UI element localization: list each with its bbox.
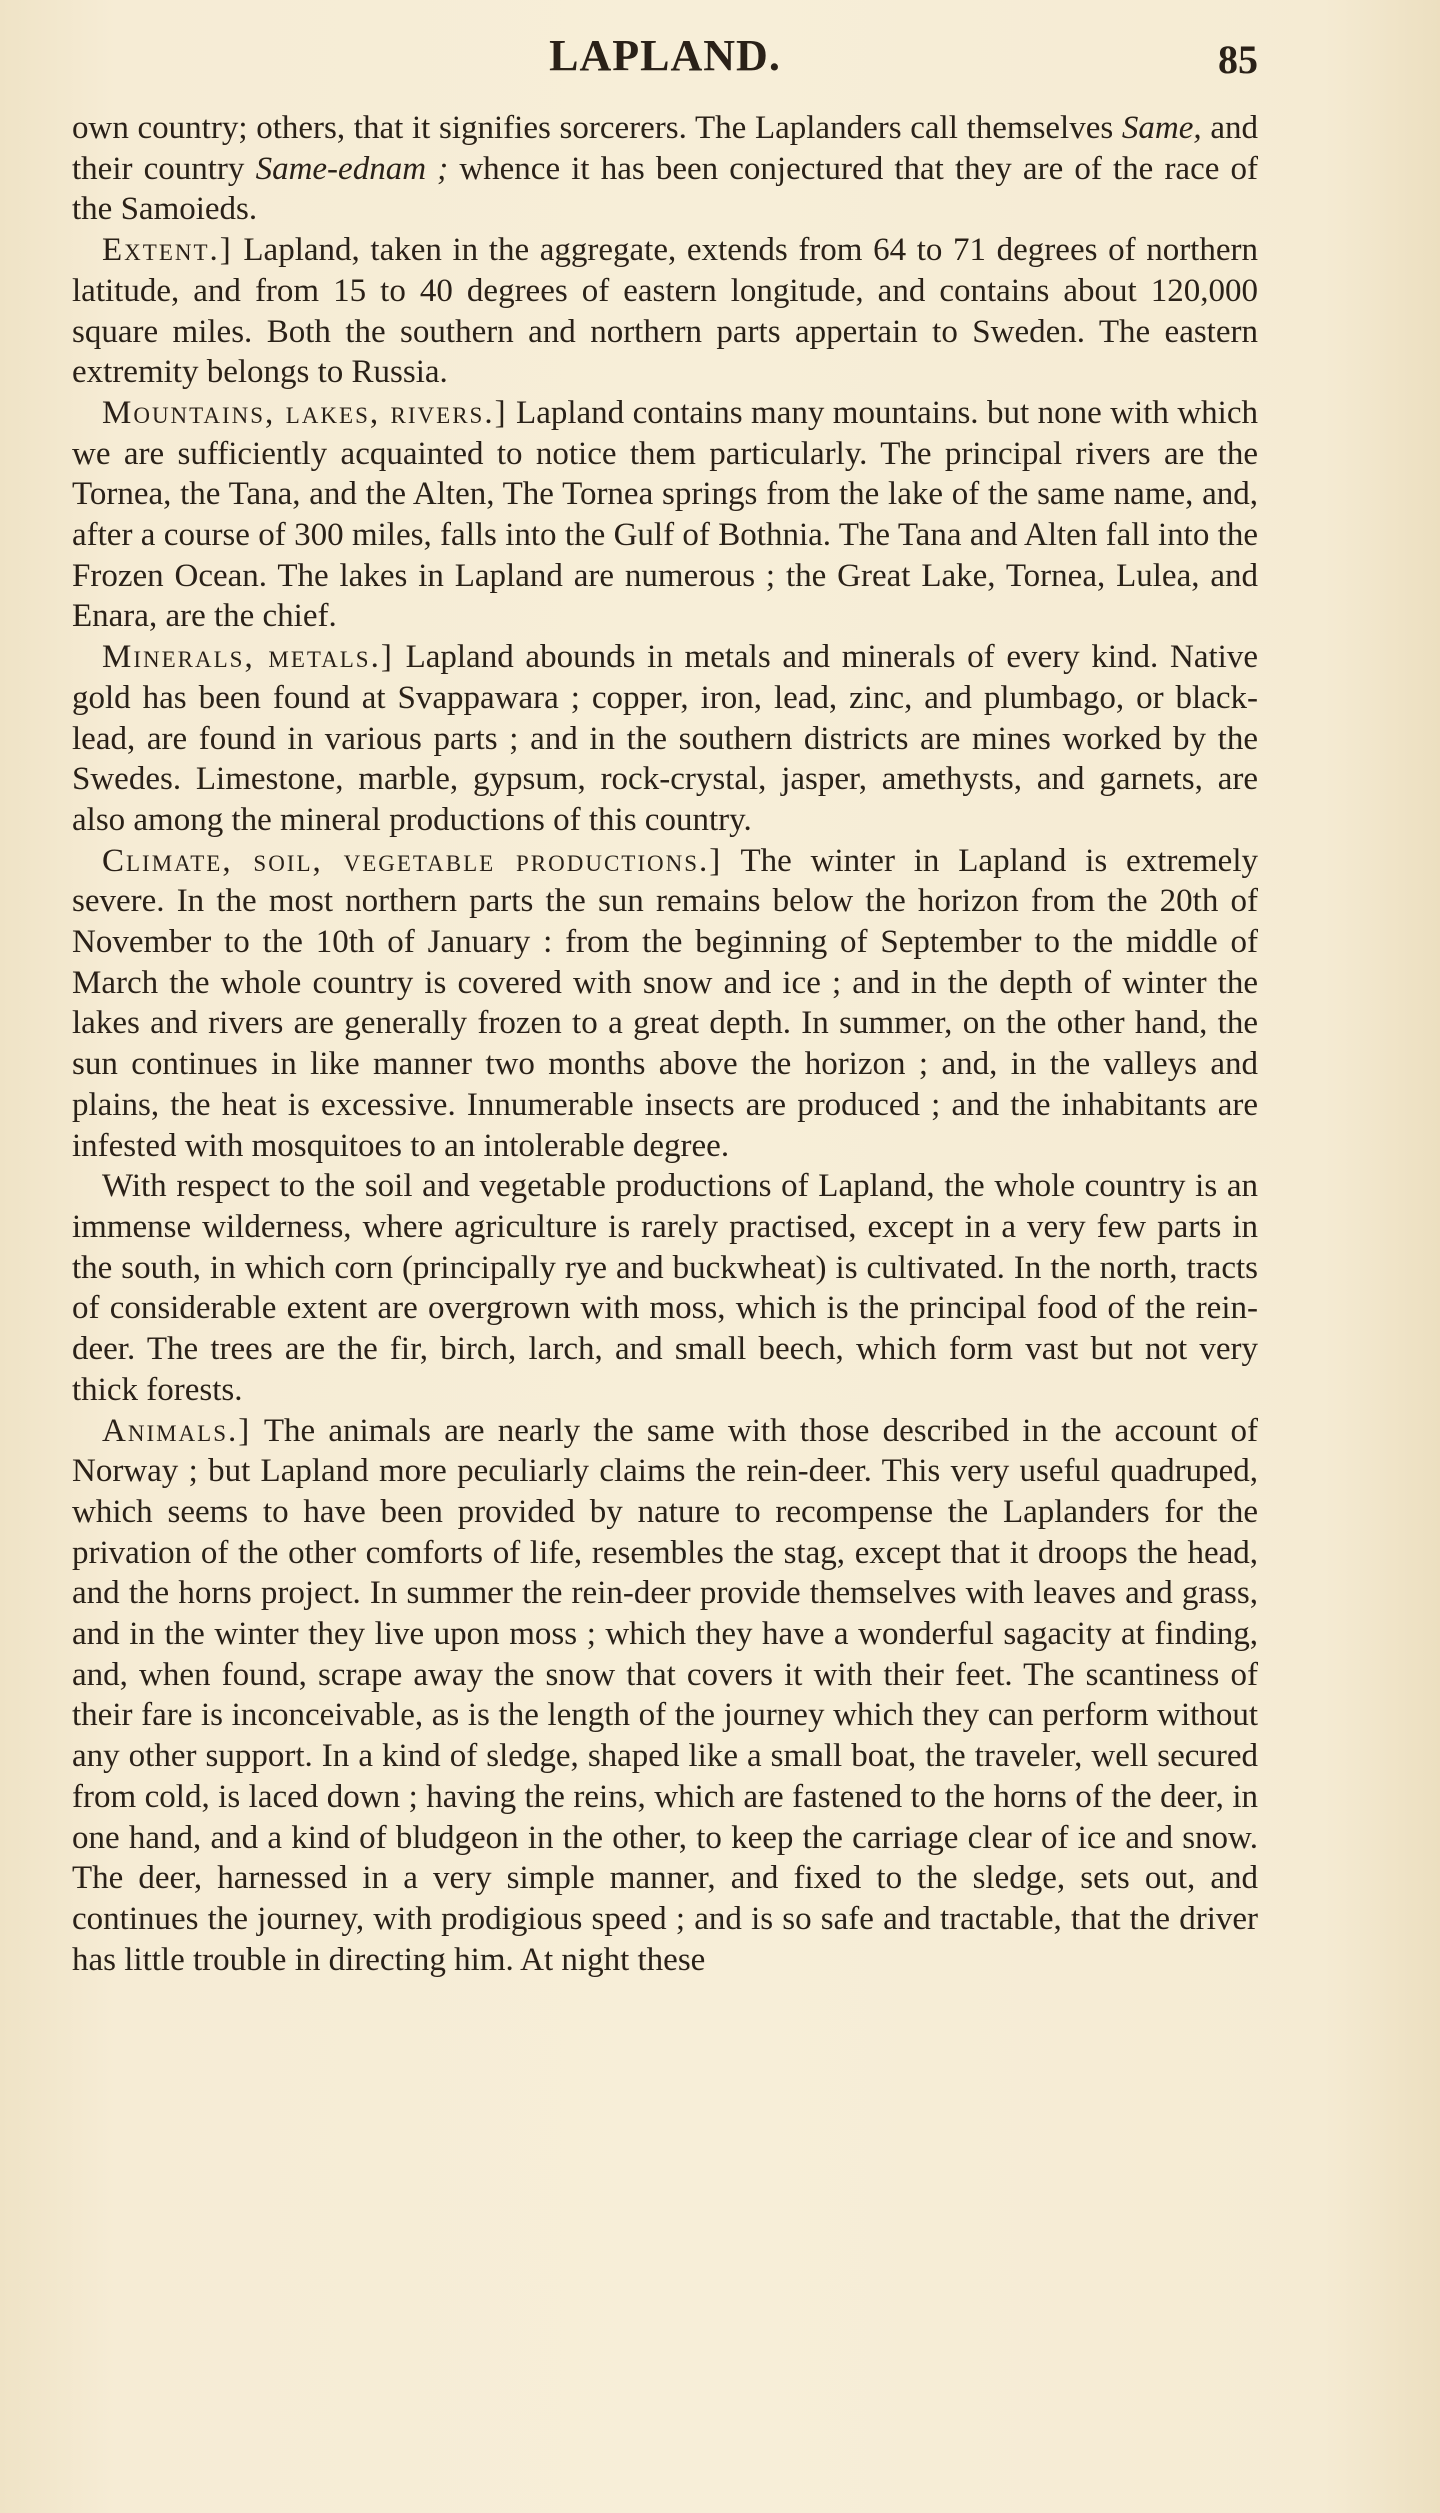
paragraph-animals: [72, 1411, 1258, 1981]
text-run: Lapland abounds in metals and minerals of every kind. Native gold has been found at Svappawara ; copper, iron, lead, zinc, and plumbago, or black-lead, are found in various parts ; and in the southern districts are mines worked by the Swedes. Limestone, marble, gypsum, rock-crystal, jasper, amethysts, and garnets, are also among the mineral productions of this country.: [72, 639, 1258, 838]
section-heading: Climate, soil, vegetable productions.]: [102, 842, 723, 879]
text-run: and their country: [72, 110, 1258, 187]
italic-term: Same-ednam ;: [255, 150, 449, 187]
text-run: Lapland, taken in the aggregate, extends from 64 to 71 degrees of northern latitude, and from 15 to 40 degrees of eastern longitude, and contains about 120,000 square miles. Both the southern and northern parts appertain to Sweden. The eastern extremity belongs to Russia.: [72, 232, 1258, 391]
section-heading: Extent.]: [102, 232, 233, 269]
text-run: With respect to the soil and vegetable productions of Lapland, the whole country is an immense wilderness, where agriculture is rarely practised, except in a very few parts in the south, in which corn (principally rye and buckwheat) is cultivated. In the north, tracts of considerable extent are overgrown with moss, which is the principal food of the rein-deer. The trees are the fir, birch, larch, and small beech, which form vast but not very thick forests.: [72, 1168, 1258, 1408]
section-heading: Mountains, lakes, rivers.]: [102, 394, 508, 431]
paragraph-minerals: [72, 637, 1258, 841]
text-run: own country; others, that it signifies sorcerers. The Laplanders call themselves: [72, 110, 1122, 146]
page-title: LAPLAND.: [549, 31, 781, 80]
page-number: 85: [1218, 37, 1258, 82]
paragraph-mountains: [72, 393, 1258, 637]
running-head: [72, 30, 1258, 90]
paragraph-soil: [72, 1166, 1258, 1410]
section-heading: Animals.]: [102, 1412, 252, 1449]
text-run: Lapland contains many mountains. but none with which we are sufficiently acquainted to notice them particularly. The principal rivers are the Tornea, the Tana, and the Alten, The Tornea springs from the lake of the same name, and, after a course of 300 miles, falls into the Gulf of Bothnia. The Tana and Alten fall into the Frozen Ocean. The lakes in Lapland are numerous ; the Great Lake, Tornea, Lulea, and Enara, are the chief.: [72, 394, 1258, 635]
paragraph-extent: [72, 230, 1258, 393]
italic-term: Same,: [1121, 110, 1202, 146]
paragraph-intro: [72, 108, 1258, 230]
text-run: The winter in Lapland is extremely severe. In the most northern parts the sun remains below the horizon from the 20th of November to the 10th of January : from the beginning of September to the middle of March the whole country is covered with snow and ice ; and in the depth of winter the lakes and rivers are generally frozen to a great depth. In summer, on the other hand, the sun continues in like manner two months above the horizon ; and, in the valleys and plains, the heat is excessive. Innumerable insects are produced ; and the inhabitants are infested with mosquitoes to an intolerable degree.: [72, 842, 1258, 1164]
text-run: whence it has been conjectured that they are of the race of the Samoieds.: [72, 150, 1259, 228]
body-text: [72, 108, 1258, 1980]
paragraph-climate: [72, 841, 1258, 1167]
section-heading: Minerals, metals.]: [102, 639, 394, 676]
text-run: The animals are nearly the same with those described in the account of Norway ; but Lapland more peculiarly claims the rein-deer. This very useful quadruped, which seems to have been provided by nature to recompense the Laplanders for the privation of the other comforts of life, resembles the stag, except that it droops the head, and the horns project. In summer the rein-deer provide themselves with leaves and grass, and in the winter they live upon moss ; which they have a wonderful sagacity at finding, and, when found, scrape away the snow that covers it with their feet. The scantiness of their fare is inconceivable, as is the length of the journey which they can perform without any other support. In a kind of sledge, shaped like a small boat, the traveler, well secured from cold, is laced down ; having the reins, which are fastened to the horns of the deer, in one hand, and a kind of bludgeon in the other, to keep the carriage clear of ice and snow. The deer, harnessed in a very simple manner, and fixed to the sledge, sets out, and continues the journey, with prodigious speed ; and is so safe and tractable, that the driver has little trouble in directing him. At night these: [72, 1412, 1258, 1978]
